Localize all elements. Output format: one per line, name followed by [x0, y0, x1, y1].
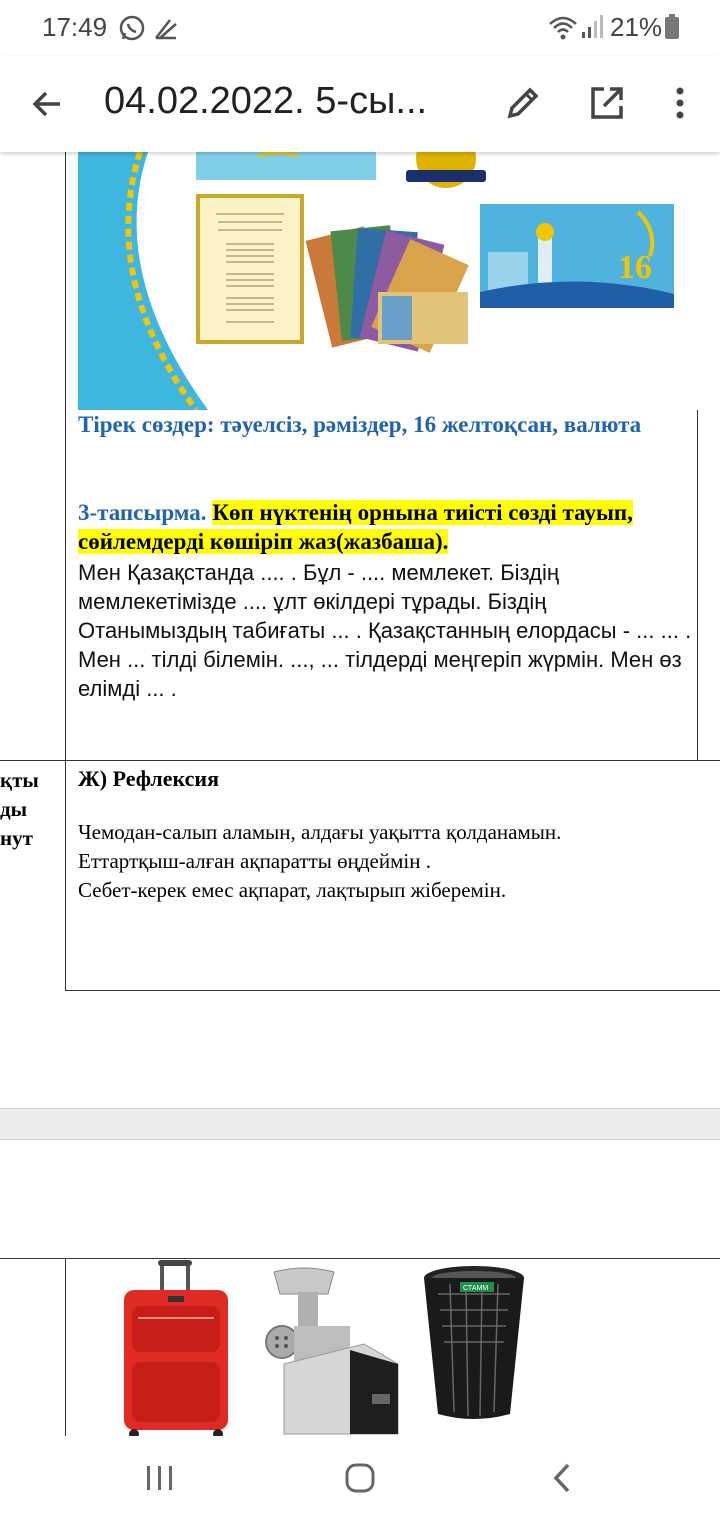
battery-percent: 21%	[610, 12, 663, 42]
reflection-title: Ж) Рефлексия	[78, 766, 220, 791]
suitcase-image	[118, 1260, 234, 1440]
reflection-item: Себет-керек емес ақпарат, лақтырып жіберемін.	[78, 878, 507, 902]
open-external-icon[interactable]	[588, 84, 626, 122]
signal-icon	[580, 14, 604, 40]
waste-basket-image	[420, 1264, 528, 1424]
page-separator	[0, 1108, 720, 1140]
table-border	[65, 152, 66, 760]
svg-text:СТАММ: СТАММ	[463, 1285, 489, 1292]
more-options-icon[interactable]	[670, 86, 690, 120]
kazakhstan-symbols-collage	[78, 152, 698, 410]
left-column-cut-text	[0, 766, 60, 853]
whatsapp-icon	[118, 14, 146, 42]
svg-text:16: 16	[618, 249, 652, 286]
status-time: 17:49	[42, 12, 108, 42]
home-icon[interactable]	[344, 1462, 376, 1494]
wifi-icon	[548, 12, 578, 42]
task3-instruction: Көп нүктенің орнына тиісті сөзді тауып, сөйлемдерді көшіріп жаз(жазбаша).	[78, 500, 633, 554]
task3-label: 3-тапсырма.	[78, 500, 207, 525]
recent-apps-icon[interactable]	[144, 1464, 176, 1492]
back-arrow-icon[interactable]	[30, 86, 66, 122]
cut-line: ды	[0, 797, 28, 821]
document-page[interactable]	[0, 152, 720, 1442]
cut-line: қты	[0, 768, 39, 792]
tools-icon	[152, 14, 180, 42]
battery-icon	[664, 14, 680, 40]
reflection-list	[78, 818, 698, 905]
back-nav-icon[interactable]	[550, 1462, 574, 1494]
navigation-bar	[0, 1436, 720, 1520]
reflection-item: Чемодан-салып аламын, алдағы уақытта қолданамын.	[78, 820, 562, 844]
edit-pencil-icon[interactable]	[504, 84, 542, 122]
table-border	[65, 990, 720, 991]
task3-paragraph	[78, 498, 693, 556]
meat-grinder-image	[264, 1264, 402, 1440]
cut-line: нут	[0, 826, 33, 850]
table-border	[0, 1258, 720, 1259]
table-border	[0, 760, 720, 761]
table-border	[65, 1258, 66, 1442]
task3-text: Мен Қазақстанда .... . Бұл - .... мемлекет. Біздің мемлекетімізде .... ұлт өкілдері тұрады. Біздің Отанымыздың табиғаты ... . Қазақстанның елордасы - ... ... . Мен ... тілді білемін. ..., ... тілдерді меңгеріп жүрмін. Мен өз елімді ... .	[78, 560, 692, 701]
reflection-item: Еттартқыш-алған ақпаратты өңдеймін .	[78, 849, 431, 873]
collage-graphic	[78, 152, 698, 410]
key-words: Тірек сөздер: тәуелсіз, рәміздер, 16 желтоқсан, валюта	[78, 412, 642, 437]
status-bar	[0, 0, 720, 56]
table-border	[65, 760, 66, 990]
document-title: 04.02.2022. 5-сы...	[104, 80, 428, 122]
